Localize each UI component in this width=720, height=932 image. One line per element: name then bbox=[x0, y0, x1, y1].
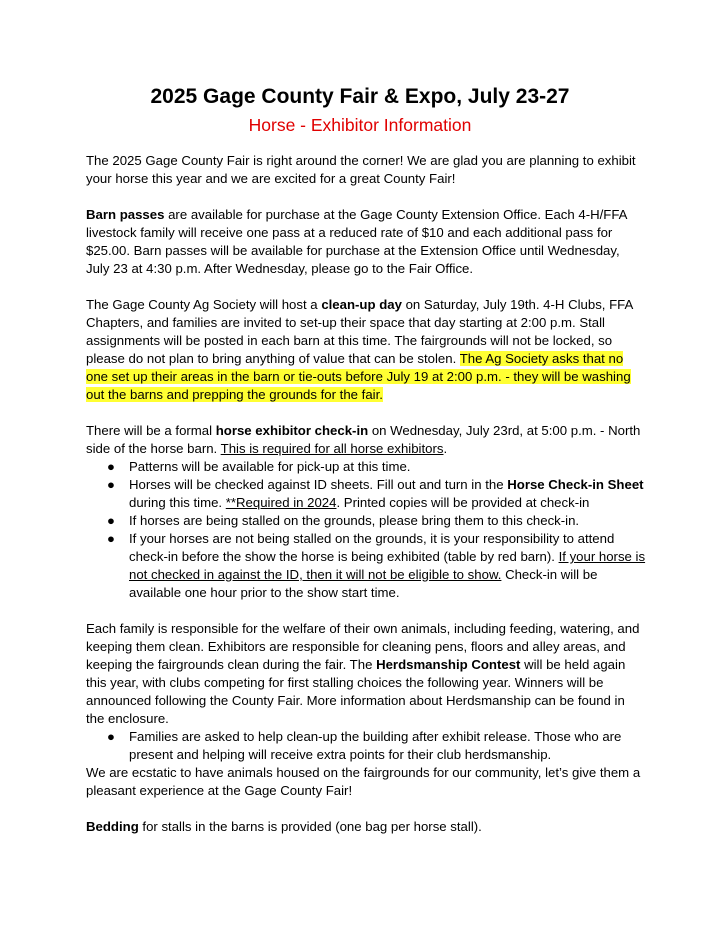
bedding-label: Bedding bbox=[86, 819, 139, 834]
closing-paragraph: We are ecstatic to have animals housed on the fairgrounds for our community, let’s give them a pleasant experience at the Gage County Fair! bbox=[86, 765, 641, 798]
checkin-required: This is required for all horse exhibitors bbox=[220, 441, 444, 456]
eligibility-note: If your horse is not checked in against the ID, then it will not be eligible to show. bbox=[129, 549, 646, 582]
cleanup-day-label: clean-up day bbox=[321, 297, 402, 312]
checkin-label: horse exhibitor check-in bbox=[215, 423, 369, 438]
cleanup-paragraph bbox=[86, 296, 646, 404]
checkin-text-pre: There will be a formal bbox=[86, 423, 216, 438]
bullet-text: Horses will be checked against ID sheets. Fill out and turn in the bbox=[129, 477, 508, 492]
barn-passes-paragraph bbox=[86, 206, 646, 278]
checkin-paragraph bbox=[86, 422, 646, 458]
bullet-text: Check-in will be available one hour prior to the show start time. bbox=[129, 567, 598, 600]
document-body bbox=[86, 152, 646, 854]
list-item bbox=[86, 530, 646, 602]
bullet-icon: ● bbox=[107, 477, 115, 492]
cleanup-text-pre: The Gage County Ag Society will host a bbox=[86, 297, 322, 312]
bullet-text: If your horses are not being stalled on the grounds, it is your responsibility to attend check-in before the show the horse is being exhibited (table by red barn). bbox=[129, 531, 615, 564]
cleanup-text: on Saturday, July 19th. 4-H Clubs, FFA Chapters, and families are invited to set-up their space that day starting at 2:00 p.m. Stall assignments will be posted in each barn at this time. The fairgrounds will not be locked, so please do not plan to bring anything of value that can be stolen. bbox=[86, 297, 633, 366]
barn-passes-text: are available for purchase at the Gage County Extension Office. Each 4-H/FFA livestock family will receive one pass at a reduced rate of $10 and each additional pass for $25.00. Barn passes will be available for purchase at the Extension Office until Wednesday, July 23 at 4:30 p.m. After Wednesday, please go to the Fair Office. bbox=[86, 207, 627, 276]
bullet-text: Patterns will be available for pick-up at this time. bbox=[129, 459, 411, 474]
bullet-text: If horses are being stalled on the grounds, please bring them to this check-in. bbox=[129, 513, 580, 528]
bullet-text: . Printed copies will be provided at check-in bbox=[336, 495, 590, 510]
document-title: 2025 Gage County Fair & Expo, July 23-27 bbox=[150, 85, 570, 108]
checkin-text-post: . bbox=[443, 441, 448, 456]
welfare-paragraph bbox=[86, 620, 646, 728]
bedding-text: for stalls in the barns is provided (one bag per horse stall). bbox=[138, 819, 482, 834]
bullet-text: Families are asked to help clean-up the building after exhibit release. Those who are present and helping will receive extra points for their club herdsmanship. bbox=[129, 729, 622, 762]
list-item bbox=[86, 476, 646, 512]
checkin-text: on Wednesday, July 23rd, at 5:00 p.m. - North side of the horse barn. bbox=[86, 423, 641, 456]
required-note: **Required in 2024 bbox=[225, 495, 337, 510]
bedding-paragraph bbox=[86, 818, 646, 836]
list-item bbox=[86, 512, 646, 530]
checkin-sheet-label: Horse Check-in Sheet bbox=[507, 477, 644, 492]
bullet-icon: ● bbox=[107, 459, 115, 474]
barn-passes-label: Barn passes bbox=[86, 207, 165, 222]
bullet-text: during this time. bbox=[129, 495, 226, 510]
document-subtitle: Horse - Exhibitor Information bbox=[248, 115, 472, 135]
herdsmanship-label: Herdsmanship Contest bbox=[376, 657, 521, 672]
bullet-icon: ● bbox=[107, 729, 115, 744]
checkin-bullet-list bbox=[86, 458, 646, 602]
list-item bbox=[86, 728, 646, 764]
cleanup-highlight: The Ag Society asks that no one set up their areas in the barn or tie-outs before July 19 at 2:00 p.m. - they will be washing out the barns and prepping the grounds for the fair. bbox=[86, 351, 631, 402]
welfare-text-post: will be held again this year, with clubs competing for first stalling choices the following year. Winners will be announced following the County Fair. More information about Herdsmanship can be found in the enclosure. bbox=[86, 657, 626, 726]
bullet-icon: ● bbox=[107, 513, 115, 528]
bullet-icon: ● bbox=[107, 531, 115, 546]
intro-paragraph: The 2025 Gage County Fair is right around the corner! We are glad you are planning to exhibit your horse this year and we are excited for a great County Fair! bbox=[86, 153, 636, 186]
list-item bbox=[86, 458, 646, 476]
welfare-text-pre: Each family is responsible for the welfare of their own animals, including feeding, watering, and keeping them clean. Exhibitors are responsible for cleaning pens, floors and alley areas, and keeping the fairgrounds clean during the fair. The bbox=[86, 621, 640, 672]
welfare-bullet-list bbox=[86, 728, 646, 764]
